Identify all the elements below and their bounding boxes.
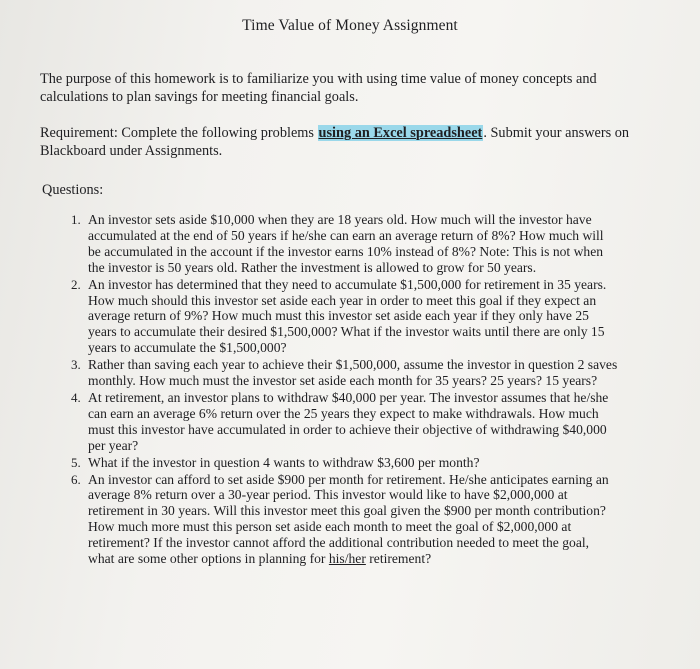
document-title: Time Value of Money Assignment	[242, 17, 458, 34]
question-item	[71, 389, 618, 454]
question-text: An investor has determined that they need to accumulate $1,500,000 for retirement in 35 years. How much should this investor set aside each year in order to meet this goal if they expect an average return of 9%? How much must this investor set aside each year if they only have 25 years to accumulate their desired $1,500,000? What if the investor waits until there are only 15 years to accumulate the $1,500,000?	[88, 276, 607, 356]
question-number: 4.	[71, 389, 81, 405]
question-text	[88, 472, 609, 567]
question-item	[71, 212, 618, 276]
question-number: 6.	[71, 471, 81, 487]
question-text: An investor sets aside $10,000 when they are 18 years old. How much will the investor have accumulated at the end of 50 years if he/she can earn an average return of 8%? How much will be accumulated in the account if the investor earns 10% instead of 8%? Note: This is not when the investor is 50 years old. Rather the investment is allowed to grow for 50 years.	[88, 212, 604, 275]
question-text-underlined: his/her	[328, 551, 366, 567]
question-number: 2.	[71, 276, 81, 292]
question-item	[71, 357, 618, 389]
question-item	[71, 276, 618, 357]
question-number: 3.	[71, 357, 81, 373]
requirement-prefix: Requirement: Complete the following problems	[40, 125, 318, 141]
question-item	[71, 471, 618, 567]
questions-label: Questions:	[42, 182, 104, 198]
requirement-paragraph	[40, 124, 660, 160]
purpose-paragraph: The purpose of this homework is to familiarize you with using time value of money concepts and calculations to plan savings for meeting financial goals.	[40, 71, 597, 105]
question-text: At retirement, an investor plans to withdraw $40,000 per year. The investor assumes that he/she can earn an average 6% return over the 25 years they expect to make withdrawals. How much must this investor have accumulated in order to achieve their objective of withdrawing $40,000 per year?	[88, 389, 609, 453]
requirement-suffix: . Submit your answers on Blackboard under Assignments.	[40, 125, 630, 159]
question-number: 1.	[71, 212, 81, 227]
question-number: 5.	[71, 454, 81, 470]
question-text-part: An investor can afford to set aside $900 per month for retirement. He/she anticipates earning an average 8% return over a 30-year period. This investor would like to have $2,000,000 at retirement in 30 years. Will this investor meet this goal given the $900 per month contribution? How much more must this person set aside each month to meet the goal of $2,000,000 at retirement? If the investor cannot afford the additional contribution needed to meet the goal, what are some other options in planning for	[88, 471, 609, 567]
question-text: Rather than saving each year to achieve their $1,500,000, assume the investor in question 2 saves monthly. How much must the investor set aside each month for 35 years? 25 years? 15 years?	[88, 357, 618, 389]
question-text-part: retirement?	[365, 551, 432, 567]
question-text: What if the investor in question 4 wants to withdraw $3,600 per month?	[88, 454, 480, 470]
question-item	[71, 454, 618, 471]
questions-list	[71, 212, 618, 568]
requirement-highlight: using an Excel spreadsheet	[318, 125, 483, 141]
